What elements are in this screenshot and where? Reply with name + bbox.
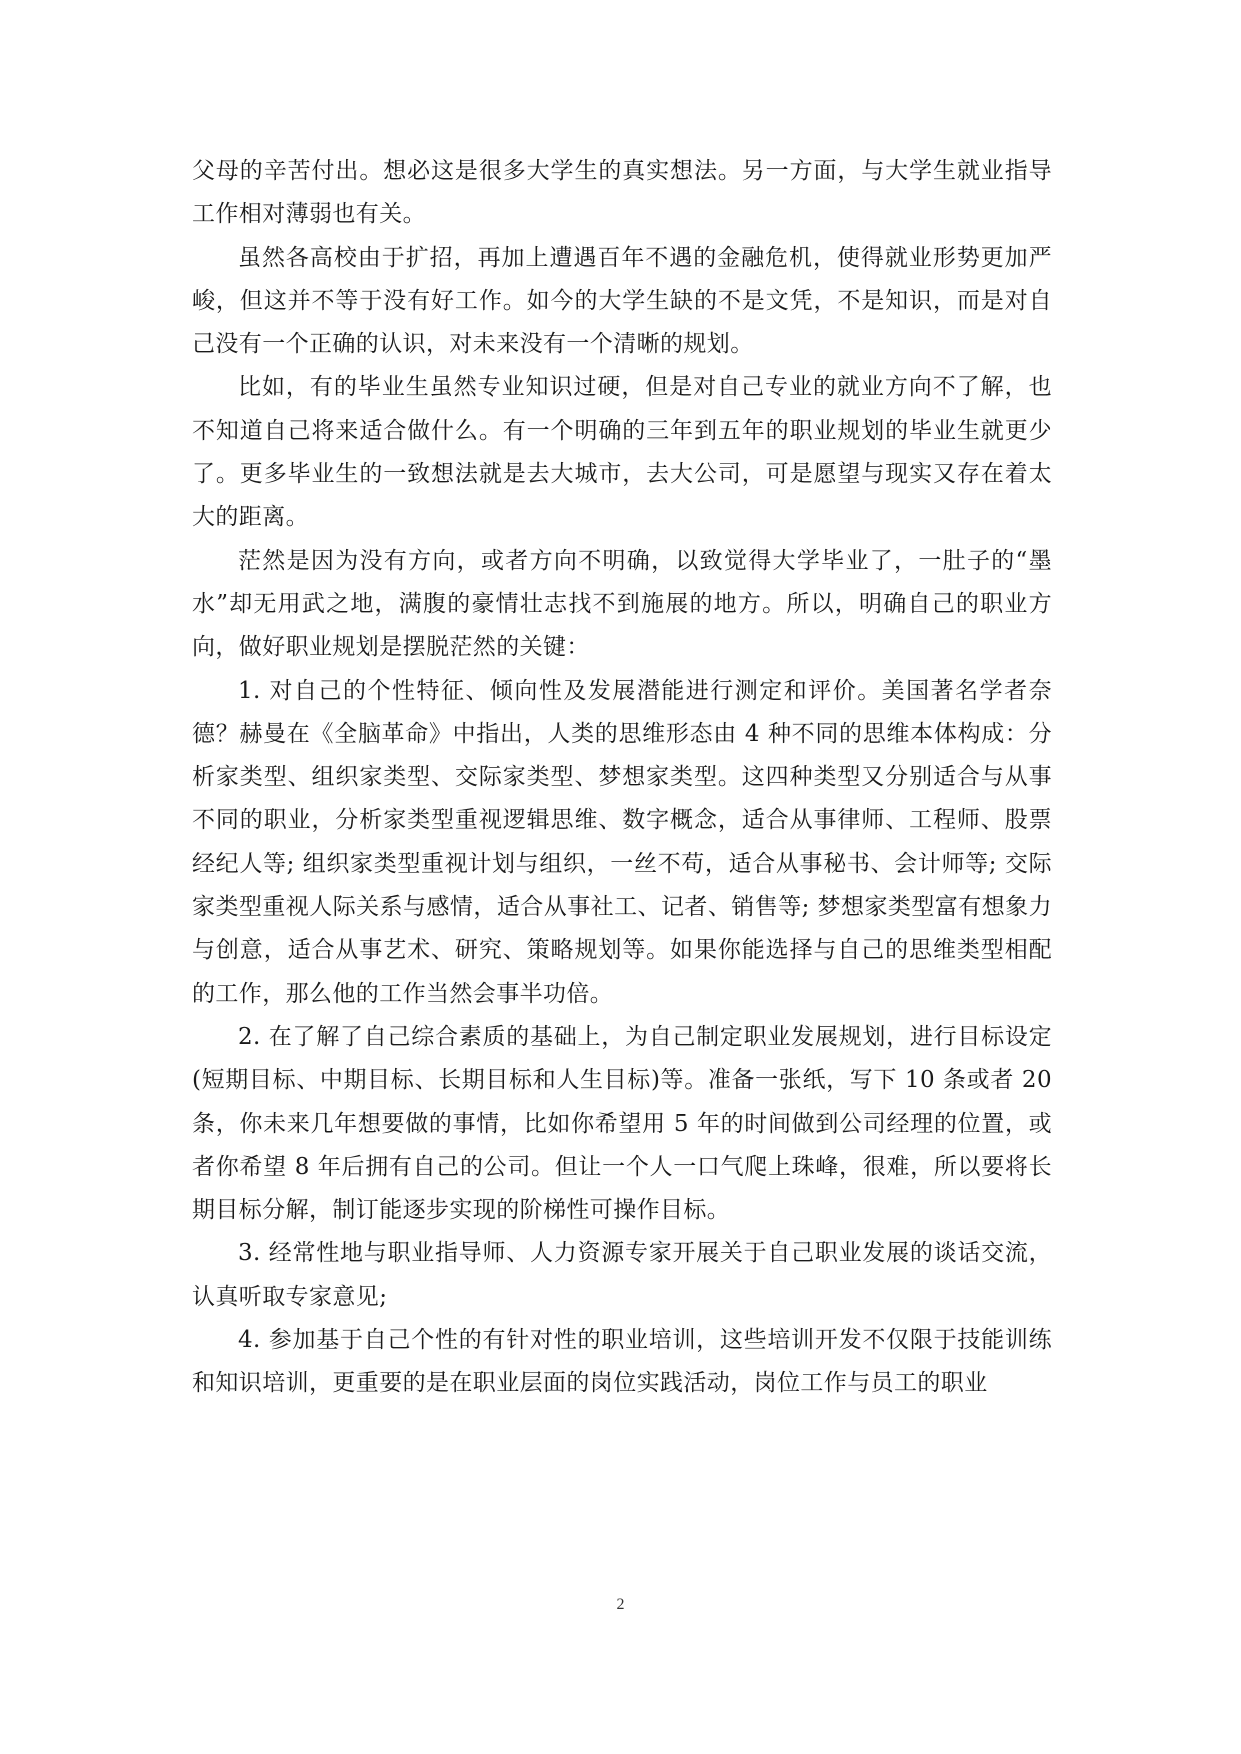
paragraph-graduate-example: 比如，有的毕业生虽然专业知识过硬，但是对自己专业的就业方向不了解，也不知道自己将来适合做什么。有一个明确的三年到五年的职业规划的毕业生就更少了。更多毕业生的一致想法就是去大城市，去大公司，可是愿望与现实又存在着太大的距离。 [192, 374, 1052, 531]
body-text [192, 150, 1052, 1406]
list-item-3-consultation: 3. 经常性地与职业指导师、人力资源专家开展关于自己职业发展的谈话交流，认真听取专家意见; [192, 1240, 1052, 1310]
page-number: 2 [616, 1596, 625, 1613]
list-item-2-goal-setting: 2. 在了解了自己综合素质的基础上，为自己制定职业发展规划，进行目标设定(短期目标、中期目标、长期目标和人生目标)等。准备一张纸，写下 10 条或者 20 条，你未来几年想要做的事情，比如你希望用 5 年的时间做到公司经理的位置，或者你希望 8 年后拥有自己的公司。但让一个人一口气爬上珠峰，很难，所以要将长期目标分解，制订能逐步实现的阶梯性可操作目标。 [192, 1023, 1052, 1224]
list-item-4-training: 4. 参加基于自己个性的有针对性的职业培训，这些培训开发不仅限于技能训练和知识培训，更重要的是在职业层面的岗位实践活动，岗位工作与员工的职业 [192, 1327, 1052, 1397]
paragraph-expansion-enrollment: 虽然各高校由于扩招，再加上遭遇百年不遇的金融危机，使得就业形势更加严峻，但这并不等于没有好工作。如今的大学生缺的不是文凭，不是知识，而是对自己没有一个正确的认识，对未来没有一个清晰的规划。 [192, 244, 1052, 358]
paragraph-confusion: 茫然是因为没有方向，或者方向不明确，以致觉得大学毕业了，一肚子的“墨水”却无用武之地，满腹的豪情壮志找不到施展的地方。所以，明确自己的职业方向，做好职业规划是摆脱茫然的关键： [192, 547, 1052, 661]
list-item-1-assessment: 1. 对自己的个性特征、倾向性及发展潜能进行测定和评价。美国著名学者奈德？赫曼在《全脑革命》中指出，人类的思维形态由 4 种不同的思维本体构成：分析家类型、组织家类型、交际家类型、梦想家类型。这四种类型又分别适合与从事不同的职业，分析家类型重视逻辑思维、数字概念，适合从事律师、工程师、股票经纪人等; 组织家类型重视计划与组织，一丝不苟，适合从事秘书、会计师等; 交际家类型重视人际关系与感情，适合从事社工、记者、销售等; 梦想家类型富有想象力与创意，适合从事艺术、研究、策略规划等。如果你能选择与自己的思维类型相配的工作，那么他的工作当然会事半功倍。 [192, 677, 1052, 1007]
paragraph-continuation: 父母的辛苦付出。想必这是很多大学生的真实想法。另一方面，与大学生就业指导工作相对薄弱也有关。 [192, 158, 1052, 228]
